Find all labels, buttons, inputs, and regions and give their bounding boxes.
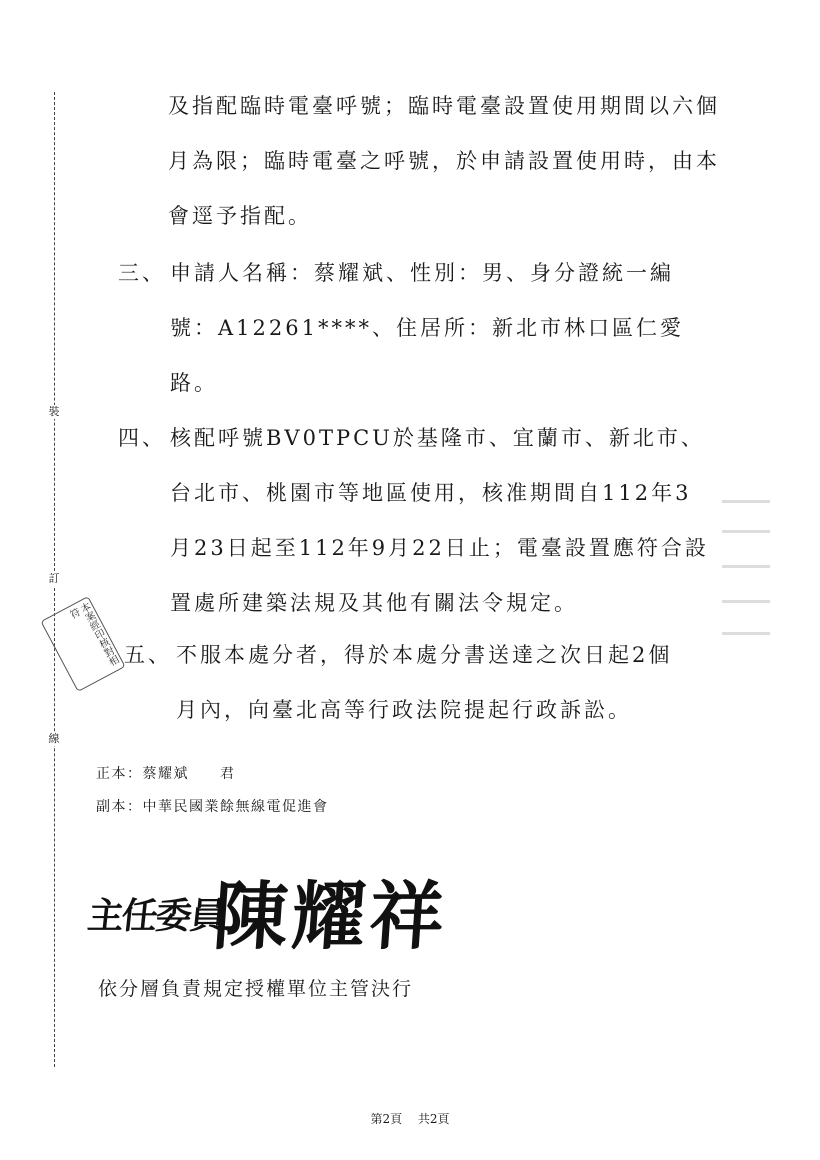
signature-title: 主任委員 — [85, 896, 226, 937]
binding-char-xian: 線 — [45, 732, 63, 746]
body-line: 路。 — [170, 371, 218, 395]
body-line: 台北市、桃園市等地區使用，核准期間自112年3 — [170, 481, 692, 505]
body-line: 不服本處分者，得於本處分書送達之次日起2個 — [176, 643, 673, 667]
copy-recipient: 副本：中華民國業餘無線電促進會 — [96, 799, 329, 815]
page-number: 第2頁 — [370, 1112, 403, 1126]
binding-char-zhuang: 裝 — [45, 405, 63, 419]
verification-stamp: 本案經印核對相符 — [40, 596, 125, 692]
page-footer — [0, 1110, 820, 1127]
body-line: 核配呼號BV0TPCU於基隆市、宜蘭市、新北市、 — [170, 426, 705, 450]
body-line: 置處所建築法規及其他有關法令規定。 — [170, 591, 578, 615]
scan-artifact — [722, 530, 770, 533]
body-line: 月內，向臺北高等行政法院提起行政訴訟。 — [176, 698, 632, 722]
binding-char-ding: 訂 — [45, 572, 63, 586]
scan-artifact — [722, 565, 770, 568]
page-total: 共2頁 — [417, 1112, 450, 1126]
body-line: 號：A12261****、住居所：新北市林口區仁愛 — [170, 316, 684, 340]
body-line: 申請人名稱：蔡耀斌、性別：男、身分證統一編 — [170, 261, 674, 285]
body-line: 月23日起至112年9月22日止；電臺設置應符合設 — [170, 536, 709, 560]
item-number: 三、 — [118, 261, 166, 285]
body-line: 及指配臨時電臺呼號；臨時電臺設置使用期間以六個 — [168, 94, 720, 118]
body-line: 會逕予指配。 — [168, 204, 312, 228]
scan-artifact — [722, 500, 770, 503]
original-recipient: 正本：蔡耀斌 君 — [96, 766, 236, 782]
scan-artifact — [722, 600, 770, 603]
body-line: 月為限；臨時電臺之呼號，於申請設置使用時，由本 — [168, 149, 720, 173]
scan-artifact — [722, 632, 770, 635]
authority-statement: 依分層負責規定授權單位主管決行 — [98, 978, 414, 1000]
item-number: 五、 — [124, 643, 172, 667]
signature-name: 陳耀祥 — [210, 874, 451, 960]
item-number: 四、 — [118, 426, 166, 450]
